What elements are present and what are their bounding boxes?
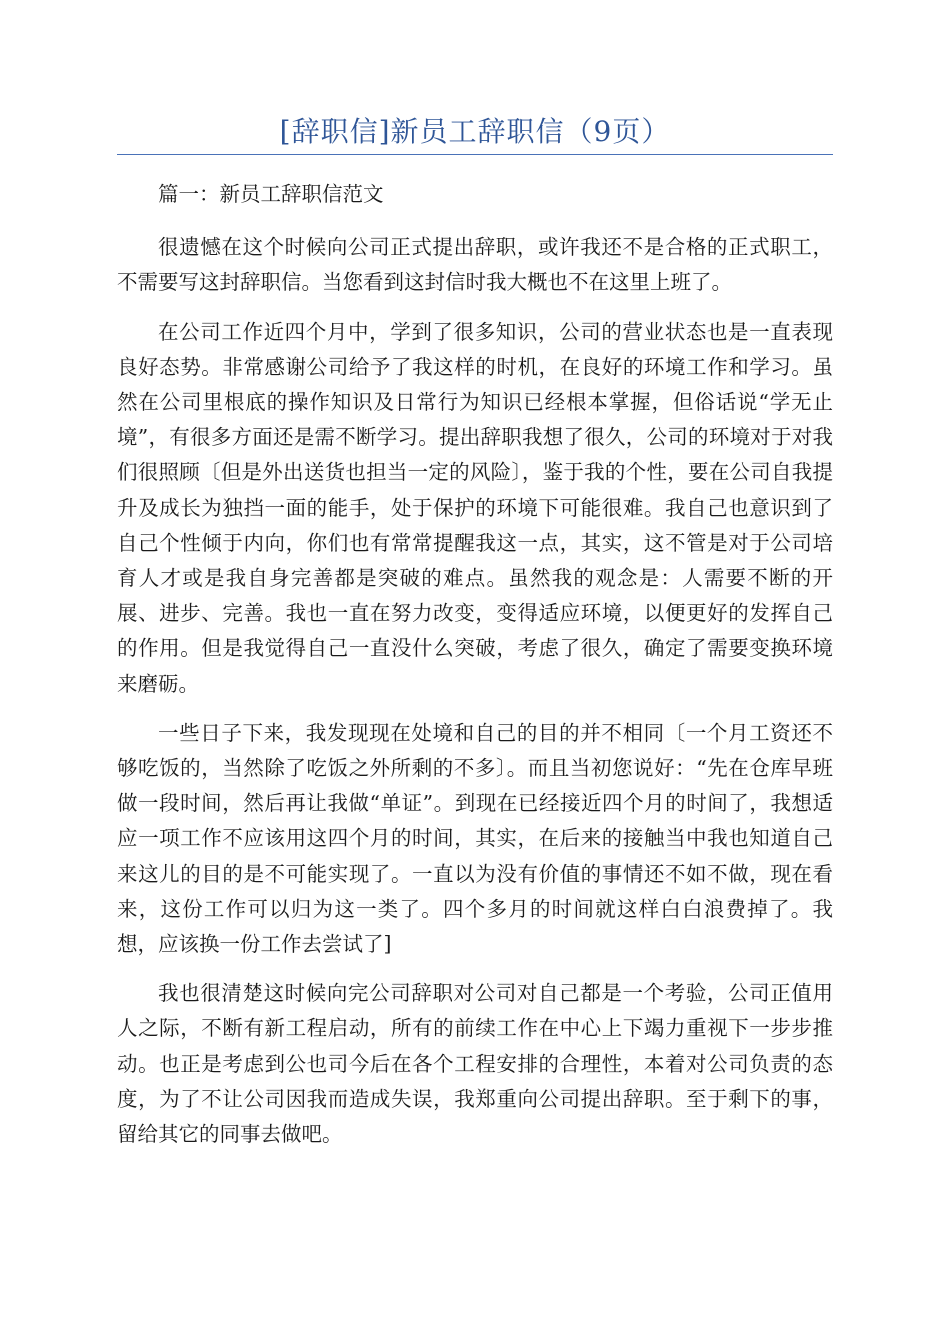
title-underline-divider [117,154,833,155]
body-paragraph-2: 在公司工作近四个月中，学到了很多知识，公司的营业状态也是一直表现良好态势。非常感谢公司给予了我这样的时机，在良好的环境工作和学习。虽然在公司里根底的操作知识及日常行为知识已经根本掌握，但俗话说“学无止境”，有很多方面还是需不断学习。提出辞职我想了很久，公司的环境对于对我们很照顾〔但是外出送货也担当一定的风险〕，鉴于我的个性，要在公司自我提升及成长为独挡一面的能手，处于保护的环境下可能很难。我自己也意识到了自己个性倾于内向，你们也有常常提醒我这一点，其实，这不管是对于公司培育人才或是我自身完善都是突破的难点。虽然我的观念是：人需要不断的开展、进步、完善。我也一直在努力改变，变得适应环境，以便更好的发挥自己的作用。但是我觉得自己一直没什么突破，考虑了很久，确定了需要变换环境来磨砺。 [117,319,833,696]
body-paragraph-4: 我也很清楚这时候向完公司辞职对公司对自己都是一个考验，公司正值用人之际，不断有新工程启动，所有的前续工作在中心上下竭力重视下一步步推动。也正是考虑到公也司今后在各个工程安排的合理性，本着对公司负责的态度，为了不让公司因我而造成失误，我郑重向公司提出辞职。至于剩下的事，留给其它的同事去做吧。 [117,981,833,1147]
body-paragraph-3: 一些日子下来，我发现现在处境和自己的目的并不相同〔一个月工资还不够吃饭的，当然除了吃饭之外所剩的不多〕。而且当初您说好：“先在仓库早班做一段时间，然后再让我做“单证”。到现在已经接近四个月的时间了，我想适应一项工作不应该用这四个月的时间，其实，在后来的接触当中我也知道自己来这儿的目的是不可能实现了。一直以为没有价值的事情还不如不做，现在看来，这份工作可以归为这一类了。四个多月的时间就这样白白浪费掉了。我想，应该换一份工作去尝试了] [117,720,833,957]
document-title: [辞职信]新员工辞职信（9页） [279,115,671,148]
section-heading: 篇一：新员工辞职信范文 [158,182,384,206]
body-paragraph-1: 很遗憾在这个时候向公司正式提出辞职，或许我还不是合格的正式职工，不需要写这封辞职信。当您看到这封信时我大概也不在这里上班了。 [117,235,833,295]
document-body [117,177,833,1166]
